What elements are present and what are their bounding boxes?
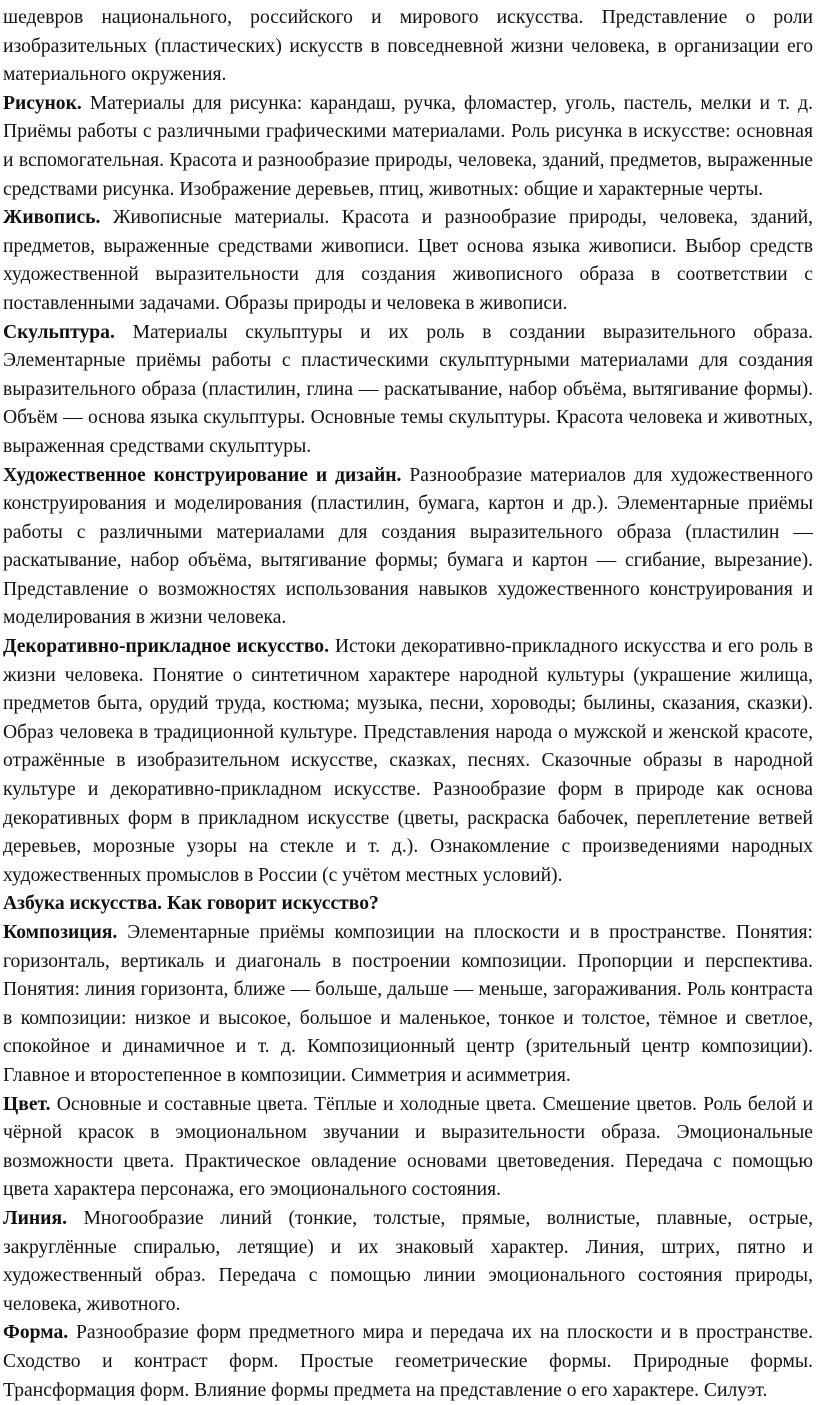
- paragraph-text: Элементарные приёмы композиции на плоскости и в пространстве. Понятия: горизонталь, вертикаль и диагональ в построении композиции. Пропорции и перспектива. Понятия: линия горизонта, ближе — больше, дальше — меньше, загораживания. Роль контраста в композиции: низкое и высокое, большое и маленькое, тонкое и толстое, тёмное и светлое, спокойное и динамичное и т. д. Композиционный центр (зрительный центр композиции). Главное и второстепенное в композиции. Симметрия и асимметрия.: [3, 922, 813, 1086]
- alphabet-heading-paragraph: [3, 890, 813, 919]
- paragraph-text: Основные и составные цвета. Тёплые и холодные цвета. Смешение цветов. Роль белой и чёрной красок в эмоциональном звучании и выразительности образа. Эмоциональные возможности цвета. Практическое овладение основами цветоведения. Передача с помощью цвета характера персонажа, его эмоционального состояния.: [3, 1093, 813, 1201]
- section-heading: Декоративно-прикладное искусство.: [3, 636, 329, 658]
- line-paragraph: [3, 1205, 813, 1319]
- decorative-art-paragraph: [3, 633, 813, 890]
- paragraph-text: Многообразие линий (тонкие, толстые, прямые, волнистые, плавные, острые, закруглённые спиралью, летящие) и их знаковый характер. Линия, штрих, пятно и художественный образ. Передача с помощью линии эмоционального состояния природы, человека, животного.: [3, 1207, 813, 1315]
- form-paragraph: [3, 1319, 813, 1405]
- section-heading: Линия.: [3, 1207, 67, 1229]
- color-paragraph: [3, 1091, 813, 1205]
- section-heading: Художественное конструирование и дизайн.: [3, 464, 402, 486]
- paragraph-text: Разнообразие материалов для художественного конструирования и моделирования (пластилин, бумага, картон и др.). Элементарные приёмы работы с различными материалами для создания выразительного образа (пластилин — раскатывание, набор объёма, вытягивание формы; бумага и картон — сгибание, вырезание). Представление о возможностях использования навыков художественного конструирования и моделирования в жизни человека.: [3, 464, 813, 629]
- paragraph-text: Истоки декоративно-прикладного искусства и его роль в жизни человека. Понятие о синтетичном характере народной культуры (украшение жилища, предметов быта, орудий труда, костюма; музыка, песни, хороводы; былины, сказания, сказки). Образ человека в традиционной культуре. Представления народа о мужской и женской красоте, отражённые в изобразительном искусстве, сказках, песнях. Сказочные образы в народной культуре и декоративно-прикладном искусстве. Разнообразие форм в природе как основа декоративных форм в прикладном искусстве (цветы, раскраска бабочек, переплетение ветвей деревьев, морозные узоры на стекле и т. д.). Ознакомление с произведениями народных художественных промыслов в России (с учётом местных условий).: [3, 636, 813, 886]
- section-heading: Цвет.: [3, 1093, 51, 1115]
- section-heading: Азбука искусства. Как говорит искусство?: [3, 893, 379, 915]
- section-heading: Живопись.: [3, 207, 101, 229]
- paragraph-text: Материалы для рисунка: карандаш, ручка, фломастер, уголь, пастель, мелки и т. д. Приёмы работы с различными графическими материалами. Роль рисунка в искусстве: основная и вспомогательная. Красота и разнообразие природы, человека, зданий, предметов, выраженные средствами рисунка. Изображение деревьев, птиц, животных: общие и характерные черты.: [3, 92, 813, 200]
- section-heading: Форма.: [3, 1322, 69, 1344]
- intro-paragraph: [3, 4, 813, 90]
- paragraph-text: Материалы скульптуры и их роль в создании выразительного образа. Элементарные приёмы работы с пластическими скульптурными материалами для создания выразительного образа (пластилин, глина — раскатывание, набор объёма, вытягивание формы). Объём — основа языка скульптуры. Основные темы скульптуры. Красота человека и животных, выраженная средствами скульптуры.: [3, 321, 813, 457]
- section-heading: Скульптура.: [3, 321, 115, 343]
- composition-paragraph: [3, 919, 813, 1091]
- painting-paragraph: [3, 204, 813, 318]
- drawing-paragraph: [3, 90, 813, 204]
- design-paragraph: [3, 462, 813, 634]
- section-heading: Композиция.: [3, 922, 118, 943]
- paragraph-text: Живописные материалы. Красота и разнообразие природы, человека, зданий, предметов, выраженные средствами живописи. Цвет основа языка живописи. Выбор средств художественной выразительности для создания живописного образа в соответствии с поставленными задачами. Образы природы и человека в живописи.: [3, 207, 813, 314]
- paragraph-text: Разнообразие форм предметного мира и передача их на плоскости и в пространстве. Сходство и контраст форм. Простые геометрические формы. Природные формы. Трансформация форм. Влияние формы предмета на представление о его характере. Силуэт.: [3, 1322, 813, 1401]
- paragraph-text: шедевров национального, российского и мирового искусства. Представление о роли изобразительных (пластических) искусств в повседневной жизни человека, в организации его материального окружения.: [3, 7, 813, 86]
- sculpture-paragraph: [3, 319, 813, 462]
- section-heading: Рисунок.: [3, 92, 82, 114]
